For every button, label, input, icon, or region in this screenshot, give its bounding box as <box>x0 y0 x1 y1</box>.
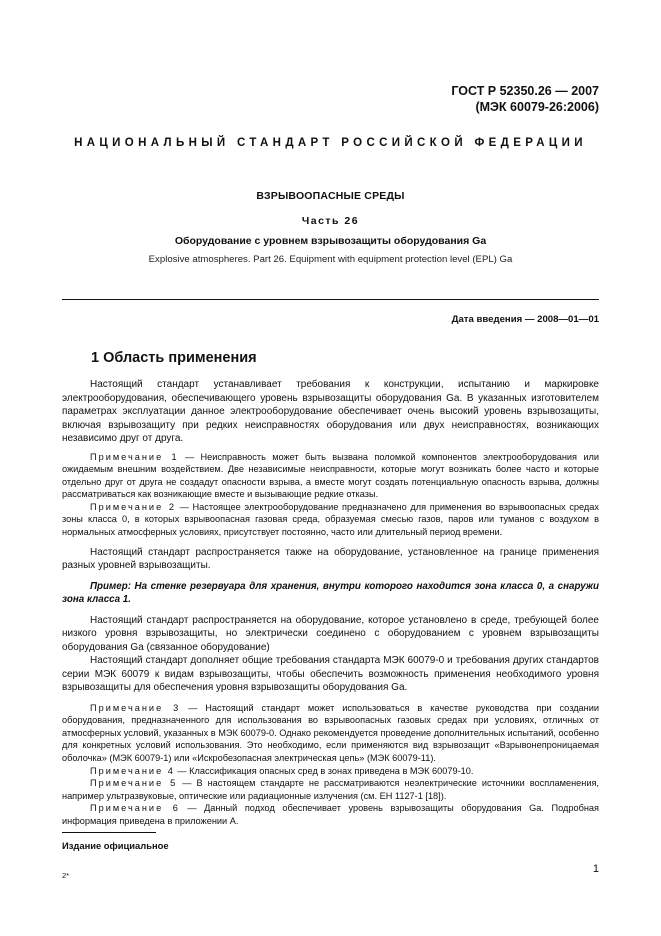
introduction-date: Дата введения — 2008—01—01 <box>451 314 599 325</box>
footer-divider <box>62 832 156 833</box>
paragraph-scope: Настоящий стандарт устанавливает требования к конструкции, испытанию и маркировке электрооборудования, обеспечивающего уровень взрывозащиты оборудования Ga. В указанных изготовителем параметрах эксплуатации данное электрооборудование обеспечивает очень высокий уровень взрывозащиты, включая взрывозащиту при редких неисправностях оборудования или двух неисправностях, возникающих независимо друг от друга. <box>62 379 599 444</box>
note-label: Примечание 6 <box>90 803 180 814</box>
section-heading: 1 Область применения <box>91 350 257 366</box>
example-text: Пример: На стенке резервуара для хранения, внутри которого находится зона класса 0, а снаружи зона класса 1. <box>62 580 599 606</box>
note-text: — Классификация опасных сред в зонах приведена в МЭК 60079-10. <box>174 765 474 776</box>
note-text: — Настоящее электрооборудование предназначено для применения во взрывоопасных средах зоны класса 0, в которых взрывоопасная газовая среда, образуемая смесью газов, паров или туманов с воздухом в нормальных атмосферных условиях, присутствует постоянно, часто или длительный период времени. <box>62 501 599 538</box>
note-4 <box>62 765 599 778</box>
note-6 <box>62 802 599 827</box>
note-label: Примечание 1 <box>90 451 179 462</box>
note-label: Примечание 5 <box>90 778 178 789</box>
page-number: 1 <box>592 863 599 875</box>
title-block <box>62 190 599 265</box>
paragraph-associated-equipment: Настоящий стандарт распространяется на оборудование, которое установлено в среде, требующей более низкого уровня взрывозащиты, но электрически соединено с оборудованием с уровнем взрывозащиты оборудования Ga (связанное оборудование) <box>62 614 599 653</box>
note-2 <box>62 501 599 539</box>
note-label: Примечание 4 <box>90 765 175 776</box>
title-subtitle: Оборудование с уровнем взрывозащиты оборудования Ga <box>174 235 487 247</box>
paragraph-supplement: Настоящий стандарт дополняет общие требования стандарта МЭК 60079-0 и требования других стандартов серии МЭК 60079 к видам взрывозащиты, чтобы обеспечить возможность применения необходимого уровня взрывозащиты для обеспечения уровня взрывозащиты оборудования Ga. <box>62 655 599 694</box>
title-divider <box>62 299 599 300</box>
signature-mark: 2* <box>62 871 70 880</box>
paragraph-boundary: Настоящий стандарт распространяется также на оборудование, установленное на границе применения разных уровней взрывозащиты. <box>62 546 599 572</box>
note-5 <box>62 777 599 802</box>
title-part: Часть 26 <box>301 215 360 227</box>
official-edition-label: Издание официальное <box>62 840 169 851</box>
note-text: — Настоящий стандарт может использоваться в качестве руководства при создании оборудования, предназначенного для использования во взрывоопасных газовых средах при условиях, отличных от атмосферных условий, указанных в МЭК 60079-0. Однако рекомендуется проведение дополнительных испытаний, особенно для конкретных условий использования. Это необходимо, если применяются вид взрывозащит «Взрывонепроницаемая оболочка» (МЭК 60079-1) или «Искробезопасная электрическая цепь» (МЭК 60079-11). <box>62 702 600 764</box>
note-text: — Неисправность может быть вызвана поломкой компонентов электрооборудования или ожидаемым внешним воздействием. Две независимые неисправности, которые могут возникать более часто и которые отдельно друг от друга не создадут опасности взрыва, а вместе могут создать потенциальную опасность взрыва, должны рассматриваться как возникающие вместе и вызывающие редкие отказы. <box>62 451 599 500</box>
standard-number: ГОСТ Р 52350.26 — 2007 <box>451 84 599 98</box>
note-label: Примечание 3 <box>90 702 181 713</box>
iec-equivalent: (МЭК 60079-26:2006) <box>475 100 599 114</box>
title-main: ВЗРЫВООПАСНЫЕ СРЕДЫ <box>256 190 405 202</box>
standard-designation <box>451 83 599 115</box>
note-1 <box>62 451 599 501</box>
note-text: — Данный подход обеспечивает уровень взрывозащиты оборудования Ga. Подробная информация приведена в приложении А. <box>62 803 599 826</box>
title-english: Explosive atmospheres. Part 26. Equipment with equipment protection level (EPL) Ga <box>148 254 513 265</box>
section-body <box>62 378 599 828</box>
note-label: Примечание 2 <box>90 501 176 512</box>
national-standard-banner: НАЦИОНАЛЬНЫЙ СТАНДАРТ РОССИЙСКОЙ ФЕДЕРАЦИИ <box>74 137 587 149</box>
note-text: — В настоящем стандарте не рассматриваются неэлектрические источники воспламенения, например ультразвуковые, оптические или радиационные излучения (см. ЕН 1127-1 [18]). <box>62 778 599 801</box>
note-3 <box>62 702 599 765</box>
